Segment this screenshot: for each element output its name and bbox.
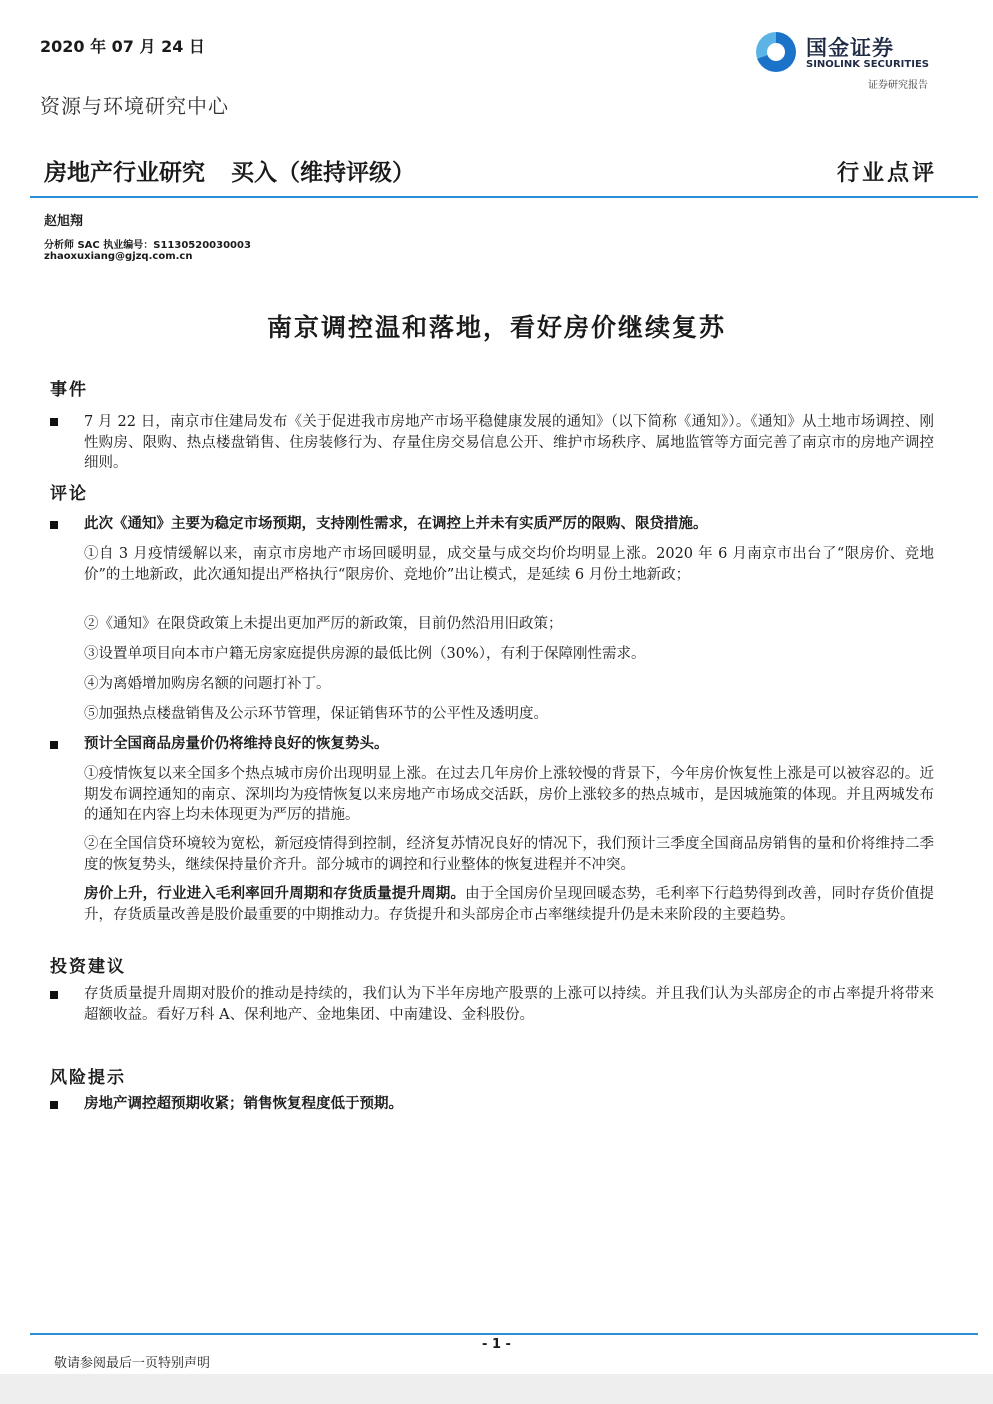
bullet-icon: [50, 741, 58, 749]
event-paragraph: 7 月 22 日，南京市住建局发布《关于促进我市房地产市场平稳健康发展的通知》（以下简称《通知》）。《通知》从土地市场调控、刚性购房、限购、热点楼盘销售、住房装修行为、存量住房交易信息公开、维护市场秩序、属地监管等方面完善了南京市的房地产调控细则。: [84, 414, 934, 471]
sector-label: 房地产行业研究: [44, 160, 205, 186]
report-date: 2020 年 07 月 24 日: [40, 37, 205, 56]
header-divider: [30, 196, 978, 198]
section-heading-comment: 评论: [50, 484, 88, 504]
bullet-icon: [50, 521, 58, 529]
comment-point-1-item-4: ④为离婚增加购房名额的问题打补丁。: [84, 676, 331, 692]
section-heading-investment: 投资建议: [50, 957, 126, 977]
comment-point-1-item-1: ①自 3 月疫情缓解以来，南京市房地产市场回暖明显，成交量与成交均价均明显上涨。2020 年 6 月南京市出台了“限房价、竞地价”的土地新政，此次通知提出严格执行“限房价、竞地价”出让模式，是延续 6 月份土地新政；: [84, 546, 934, 583]
analyst-name: 赵旭翔: [44, 214, 84, 229]
sector-rating-line: [44, 154, 441, 187]
investment-paragraph: 存货质量提升周期对股价的推动是持续的，我们认为下半年房地产股票的上涨可以持续。并且我们认为头部房企的市占率提升将带来超额收益。看好万科 A、保利地产、金地集团、中南建设、金科股份。: [84, 986, 934, 1023]
report-type: 行业点评: [836, 160, 937, 186]
section-heading-event: 事件: [50, 380, 88, 400]
comment-point-1-item-5: ⑤加强热点楼盘销售及公示环节管理，保证销售环节的公平性及透明度。: [84, 706, 548, 722]
comment-point-2-item-2: ②在全国信贷环境较为宽松，新冠疫情得到控制，经济复苏情况良好的情况下，我们预计三季度全国商品房销售的量和价将维持二季度的恢复势头，继续保持量价齐升。部分城市的调控和行业整体的恢复进程并不冲突。: [84, 836, 934, 873]
analyst-email: zhaoxuxiang@gjzq.com.cn: [44, 251, 193, 262]
page-number: - 1 -: [482, 1337, 511, 1352]
analyst-certificate: 分析师 SAC 执业编号：S1130520030003: [44, 240, 251, 251]
bullet-icon: [50, 991, 58, 999]
comment-point-2-title: 预计全国商品房量价仍将维持良好的恢复势头。: [84, 735, 389, 752]
comment-point-1-item-2: ②《通知》在限贷政策上未提出更加严厉的新政策，目前仍然沿用旧政策；: [84, 616, 563, 632]
rating-label: 买入（维持评级）: [231, 160, 415, 186]
research-center-name: 资源与环境研究中心: [40, 94, 229, 118]
section-heading-risk: 风险提示: [50, 1068, 126, 1088]
logo-subtitle: 证券研究报告: [868, 80, 928, 91]
disclaimer-note: 敬请参阅最后一页特别声明: [54, 1356, 211, 1371]
logo-emblem-icon: [756, 32, 796, 72]
comment-point-1-title: 此次《通知》主要为稳定市场预期，支持刚性需求，在调控上并未有实质严厉的限购、限贷措施。: [84, 515, 708, 532]
comment-point-3-text: 由于全国房价呈现回暖态势，毛利率下行趋势得到改善，同时存货价值提升，存货质量改善是股价最重要的中期推动力。存货提升和头部房企市占率继续提升仍是未来阶段的主要趋势。: [84, 886, 935, 923]
bullet-icon: [50, 418, 58, 426]
logo-name-cn: 国金证券: [806, 36, 894, 60]
page-bottom-band: [0, 1374, 993, 1404]
comment-point-1-item-3: ③设置单项目向本市户籍无房家庭提供房源的最低比例（30%），有利于保障刚性需求。: [84, 646, 646, 662]
company-logo: [756, 30, 946, 92]
comment-point-3-title: 房价上升，行业进入毛利率回升周期和存货质量提升周期。: [84, 885, 466, 902]
comment-point-3: [84, 884, 934, 925]
bullet-icon: [50, 1101, 58, 1109]
comment-point-2-item-1: ①疫情恢复以来全国多个热点城市房价出现明显上涨。在过去几年房价上涨较慢的背景下，今年房价恢复性上涨是可以被容忍的。近期发布调控通知的南京、深圳均为疫情恢复以来房地产市场成交活跃，房价上涨较多的热点城市，是因城施策的体现。并且两城发布的通知在内容上均未体现更为严厉的措施。: [84, 766, 934, 823]
footer-divider: [30, 1333, 978, 1335]
risk-paragraph: 房地产调控超预期收紧；销售恢复程度低于预期。: [84, 1095, 403, 1112]
report-title: 南京调控温和落地，看好房价继续复苏: [266, 313, 726, 342]
logo-name-en: SINOLINK SECURITIES: [806, 59, 929, 70]
